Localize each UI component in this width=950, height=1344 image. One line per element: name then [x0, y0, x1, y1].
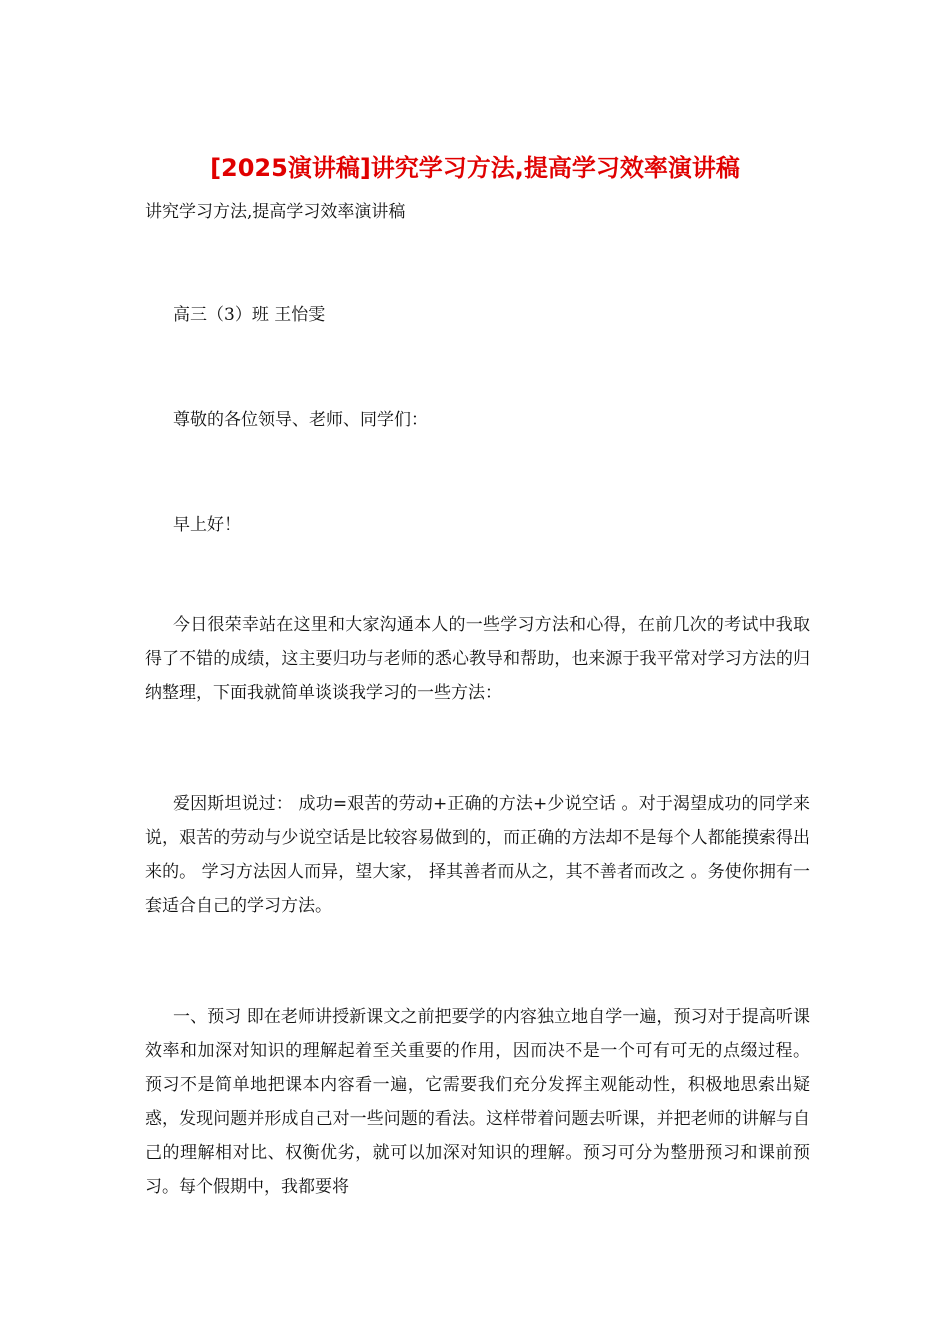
body-paragraph-einstein: 爱因斯坦说过： 成功=艰苦的劳动+正确的方法+少说空话 。对于渴望成功的同学来说，艰苦的劳动与少说空话是比较容易做到的，而正确的方法却不是每个人都能摸索得出来的。 学习方法因人而异，望大家， 择其善者而从之，其不善者而改之 。务使你拥有一套适合自己的学习方法。 [145, 794, 810, 916]
salutation: 尊敬的各位领导、老师、同学们： [173, 410, 428, 430]
body-paragraph-intro: 今日很荣幸站在这里和大家沟通本人的一些学习方法和心得，在前几次的考试中我取得了不错的成绩，这主要归功与老师的悉心教导和帮助，也来源于我平常对学习方法的归纳整理，下面我就简单谈谈我学习的一些方法： [145, 615, 810, 703]
author-line: 高三（3）班 王怡雯 [173, 305, 326, 325]
greeting: 早上好！ [173, 515, 241, 535]
document-title: [2025演讲稿]讲究学习方法,提高学习效率演讲稿 [210, 154, 740, 182]
body-paragraph-preview: 一、预习 即在老师讲授新课文之前把要学的内容独立地自学一遍，预习对于提高听课效率和加深对知识的理解起着至关重要的作用，因而决不是一个可有可无的点缀过程。 预习不是简单地把课本内容看一遍，它需要我们充分发挥主观能动性，积极地思索出疑惑，发现问题并形成自己对一些问题的看法。这样带着问题去听课，并把老师的讲解与自己的理解相对比、权衡优劣，就可以加深对知识的理解。预习可分为整册预习和课前预习。每个假期中，我都要将 [145, 1007, 810, 1197]
document-subtitle: 讲究学习方法,提高学习效率演讲稿 [145, 202, 406, 222]
